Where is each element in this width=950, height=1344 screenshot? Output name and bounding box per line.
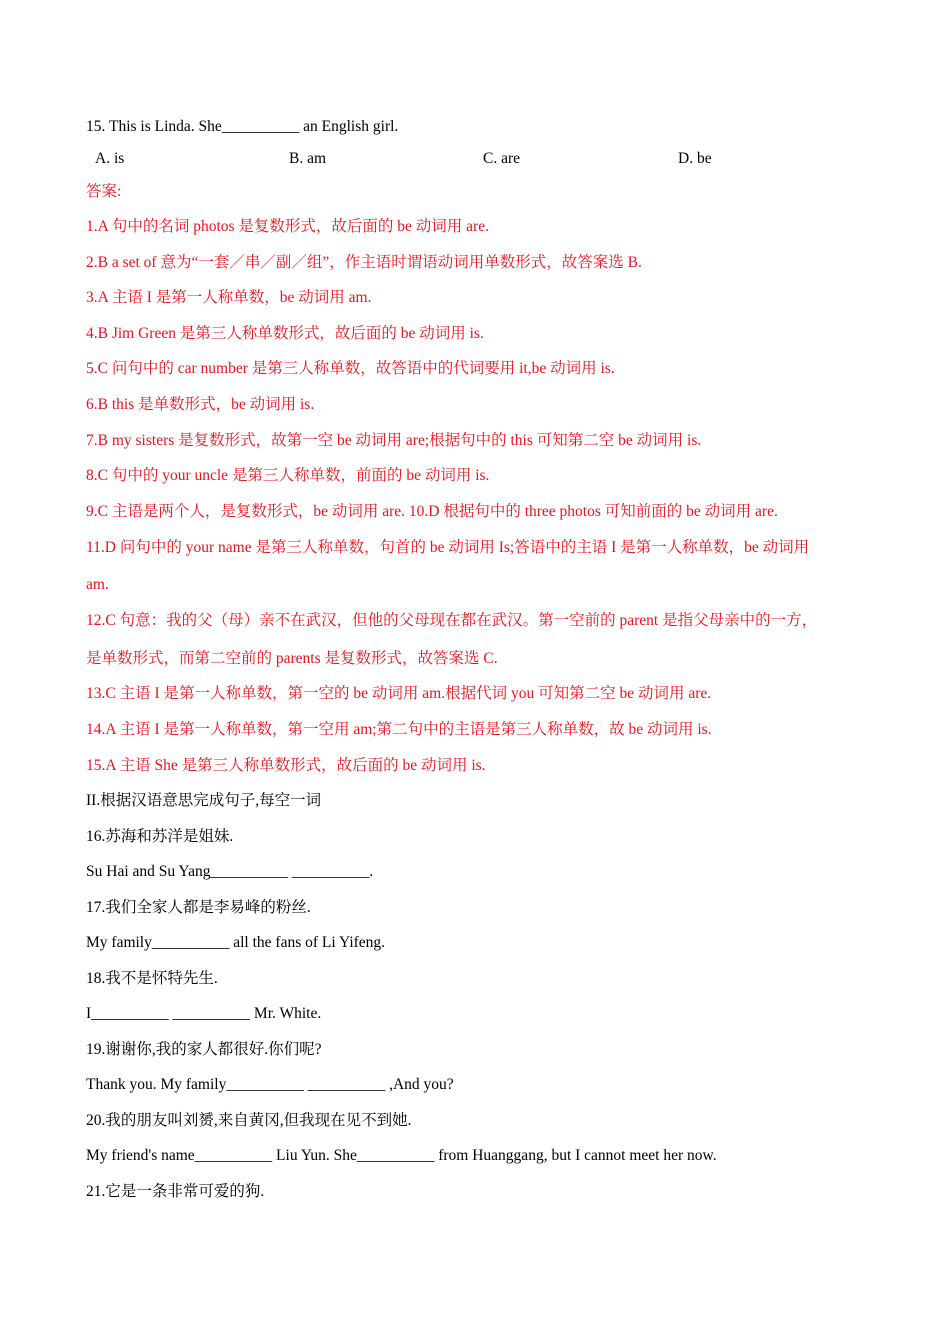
- answer-7: 7.B my sisters 是复数形式，故第一空 be 动词用 are;根据句中的 this 可知第二空 be 动词用 is.: [86, 432, 702, 449]
- answer-1: 1.A 句中的名词 photos 是复数形式，故后面的 be 动词用 are.: [86, 218, 489, 235]
- answer-12: 12.C 句意：我的父（母）亲不在武汉，但他的父母现在都在武汉。第一空前的 parent 是指父母亲中的一方，: [86, 612, 818, 629]
- answer-8: 8.C 句中的 your uncle 是第三人称单数，前面的 be 动词用 is.: [86, 467, 490, 484]
- question-17-en: My family__________ all the fans of Li Yifeng.: [86, 934, 386, 951]
- question-16-en: Su Hai and Su Yang__________ __________.: [86, 863, 374, 880]
- answer-13: 13.C 主语 I 是第一人称单数，第一空的 be 动词用 am.根据代词 you 可知第二空 be 动词用 are.: [86, 685, 712, 702]
- answers-label: 答案:: [86, 183, 122, 200]
- question-15-stem: 15. This is Linda. She__________ an English girl.: [86, 118, 399, 135]
- answer-2: 2.B a set of 意为“一套／串／副／组”，作主语时谓语动词用单数形式，故答案选 B.: [86, 254, 642, 271]
- answer-6: 6.B this 是单数形式，be 动词用 is.: [86, 396, 315, 413]
- question-18-cn: 18.我不是怀特先生.: [86, 970, 218, 987]
- question-19-en: Thank you. My family__________ __________ ,And you?: [86, 1076, 454, 1093]
- option-c: C. are: [483, 150, 521, 167]
- answer-11: 11.D 问句中的 your name 是第三人称单数，句首的 be 动词用 Is;答语中的主语 I 是第一人称单数，be 动词用: [86, 539, 810, 556]
- option-d: D. be: [678, 150, 712, 167]
- answer-15: 15.A 主语 She 是第三人称单数形式，故后面的 be 动词用 is.: [86, 757, 486, 774]
- section-2-heading: II.根据汉语意思完成句子,每空一词: [86, 792, 322, 809]
- question-18-en: I__________ __________ Mr. White.: [86, 1005, 322, 1022]
- answer-14: 14.A 主语 I 是第一人称单数，第一空用 am;第二句中的主语是第三人称单数，故 be 动词用 is.: [86, 721, 712, 738]
- answer-4: 4.B Jim Green 是第三人称单数形式，故后面的 be 动词用 is.: [86, 325, 484, 342]
- question-20-en: My friend's name__________ Liu Yun. She__________ from Huanggang, but I cannot meet her now.: [86, 1147, 717, 1164]
- option-b: B. am: [289, 150, 327, 167]
- question-19-cn: 19.谢谢你,我的家人都很好.你们呢?: [86, 1041, 322, 1058]
- answer-9-10: 9.C 主语是两个人，是复数形式，be 动词用 are. 10.D 根据句中的 three photos 可知前面的 be 动词用 are.: [86, 503, 778, 520]
- answer-12-cont: 是单数形式，而第二空前的 parents 是复数形式，故答案选 C.: [86, 650, 498, 667]
- question-17-cn: 17.我们全家人都是李易峰的粉丝.: [86, 899, 311, 916]
- answer-5: 5.C 问句中的 car number 是第三人称单数，故答语中的代词要用 it,be 动词用 is.: [86, 360, 615, 377]
- question-20-cn: 20.我的朋友叫刘赟,来自黄冈,但我现在见不到她.: [86, 1112, 412, 1129]
- question-16-cn: 16.苏海和苏洋是姐妹.: [86, 828, 234, 845]
- option-a: A. is: [95, 150, 125, 167]
- answer-3: 3.A 主语 I 是第一人称单数，be 动词用 am.: [86, 289, 372, 306]
- answer-11-cont: am.: [86, 576, 109, 593]
- question-21-cn: 21.它是一条非常可爱的狗.: [86, 1183, 265, 1200]
